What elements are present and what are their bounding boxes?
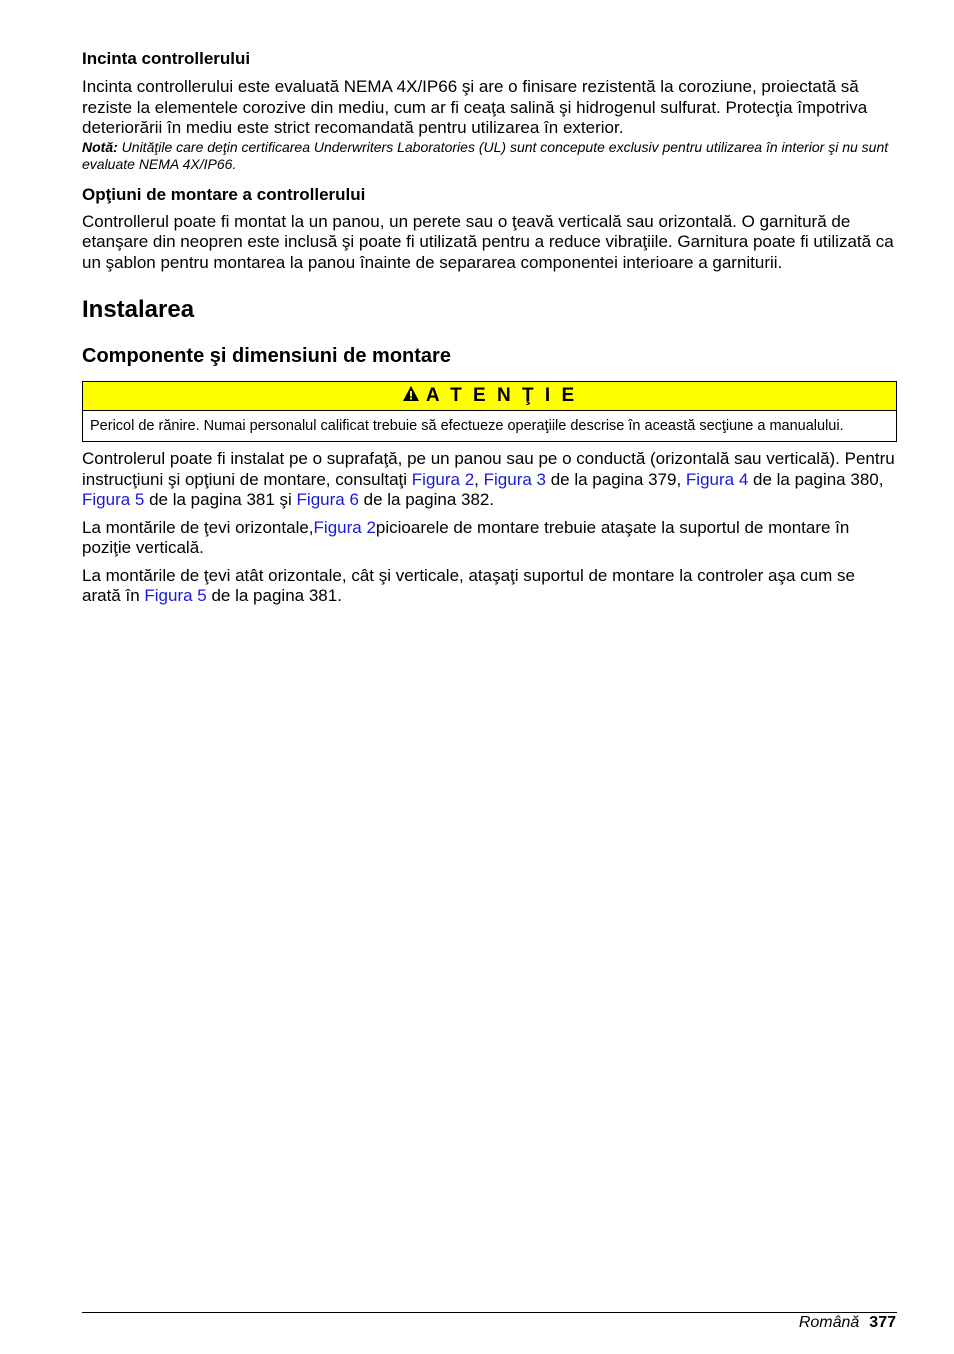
text-span: La montările de ţevi orizontale, xyxy=(82,517,314,537)
figure-2-link[interactable]: Figura 2 xyxy=(411,469,475,489)
page-content xyxy=(82,0,897,607)
installation-paragraph-1 xyxy=(82,449,897,511)
caution-body: Pericol de rănire. Numai personalul calificat trebuie să efectueze operaţiile descrise în această secţiune a manualului. xyxy=(90,418,844,434)
text-span: La montările de ţevi atât orizontale, cât şi verticale, ataşaţi suportul de montare la controler aşa cum se arată în xyxy=(82,565,855,605)
enclosure-heading: Incinta controllerului xyxy=(82,49,251,68)
caution-title: A T E N Ţ I E xyxy=(425,385,578,406)
caution-box xyxy=(82,381,897,442)
text-span: de la pagina 380, xyxy=(748,469,884,489)
page-footer xyxy=(799,1314,896,1332)
warning-triangle-icon xyxy=(402,385,420,407)
caution-header xyxy=(83,382,896,411)
figure-5-link[interactable]: Figura 5 xyxy=(82,490,145,509)
installation-paragraph-2 xyxy=(82,518,897,559)
text-span: Controlerul poate fi instalat pe o suprafaţă, pe un panou sau pe o conductă (orizontală sau verticală). Pentru instrucţiuni şi opţiuni de montare, consultaţi xyxy=(82,449,895,489)
enclosure-note xyxy=(82,139,897,173)
figure-5-link[interactable]: Figura 5 xyxy=(144,586,207,605)
page-number: 377 xyxy=(869,1314,896,1331)
text-span: picioarele de montare trebuie ataşate la suportul de montare în poziţie verticală. xyxy=(82,517,850,557)
figure-4-link[interactable]: Figura 4 xyxy=(685,469,749,489)
footer-rule xyxy=(82,1312,897,1313)
text-span: de la pagina 382. xyxy=(358,490,495,509)
figure-6-link[interactable]: Figura 6 xyxy=(296,490,359,509)
note-label: Notă: xyxy=(82,138,118,155)
mounting-options-body: Controllerul poate fi montat la un panou, un perete sau o ţeavă verticală sau orizontală. O garnitură de etanşare din neopren este inclusă şi poate fi utilizată pentru a reduce vibraţiile. Garnitura poate fi utilizată ca un şablon pentru montarea la panou înainte de separarea componentei interioare a garniturii. xyxy=(82,211,894,272)
components-heading: Componente şi dimensiuni de montare xyxy=(82,345,451,367)
figure-2-link[interactable]: Figura 2 xyxy=(313,517,376,537)
mounting-options-heading: Opţiuni de montare a controllerului xyxy=(82,184,366,204)
installation-heading: Instalarea xyxy=(82,296,195,323)
text-span: de la pagina 381. xyxy=(206,586,342,605)
note-text: Unităţile care deţin certificarea Underwriters Laboratories (UL) sunt concepute exclusiv pentru utilizarea în interior şi nu sunt evaluate NEMA 4X/IP66. xyxy=(82,138,889,172)
footer-language: Română xyxy=(798,1314,860,1331)
enclosure-body: Incinta controllerului este evaluată NEMA 4X/IP66 şi are o finisare rezistentă la coroziune, proiectată să reziste la elementele corozive din mediu, cum ar fi ceaţa salină şi hidrogenul sulfurat. Protecţia împotriva deteriorării în mediu este strict recomandată pentru utilizarea în exterior. xyxy=(82,77,868,137)
text-span: de la pagina 379, xyxy=(546,469,686,489)
figure-3-link[interactable]: Figura 3 xyxy=(483,469,546,489)
installation-paragraph-3 xyxy=(82,566,897,607)
text-span: de la pagina 381 şi xyxy=(144,490,297,509)
text-span: , xyxy=(474,469,484,489)
